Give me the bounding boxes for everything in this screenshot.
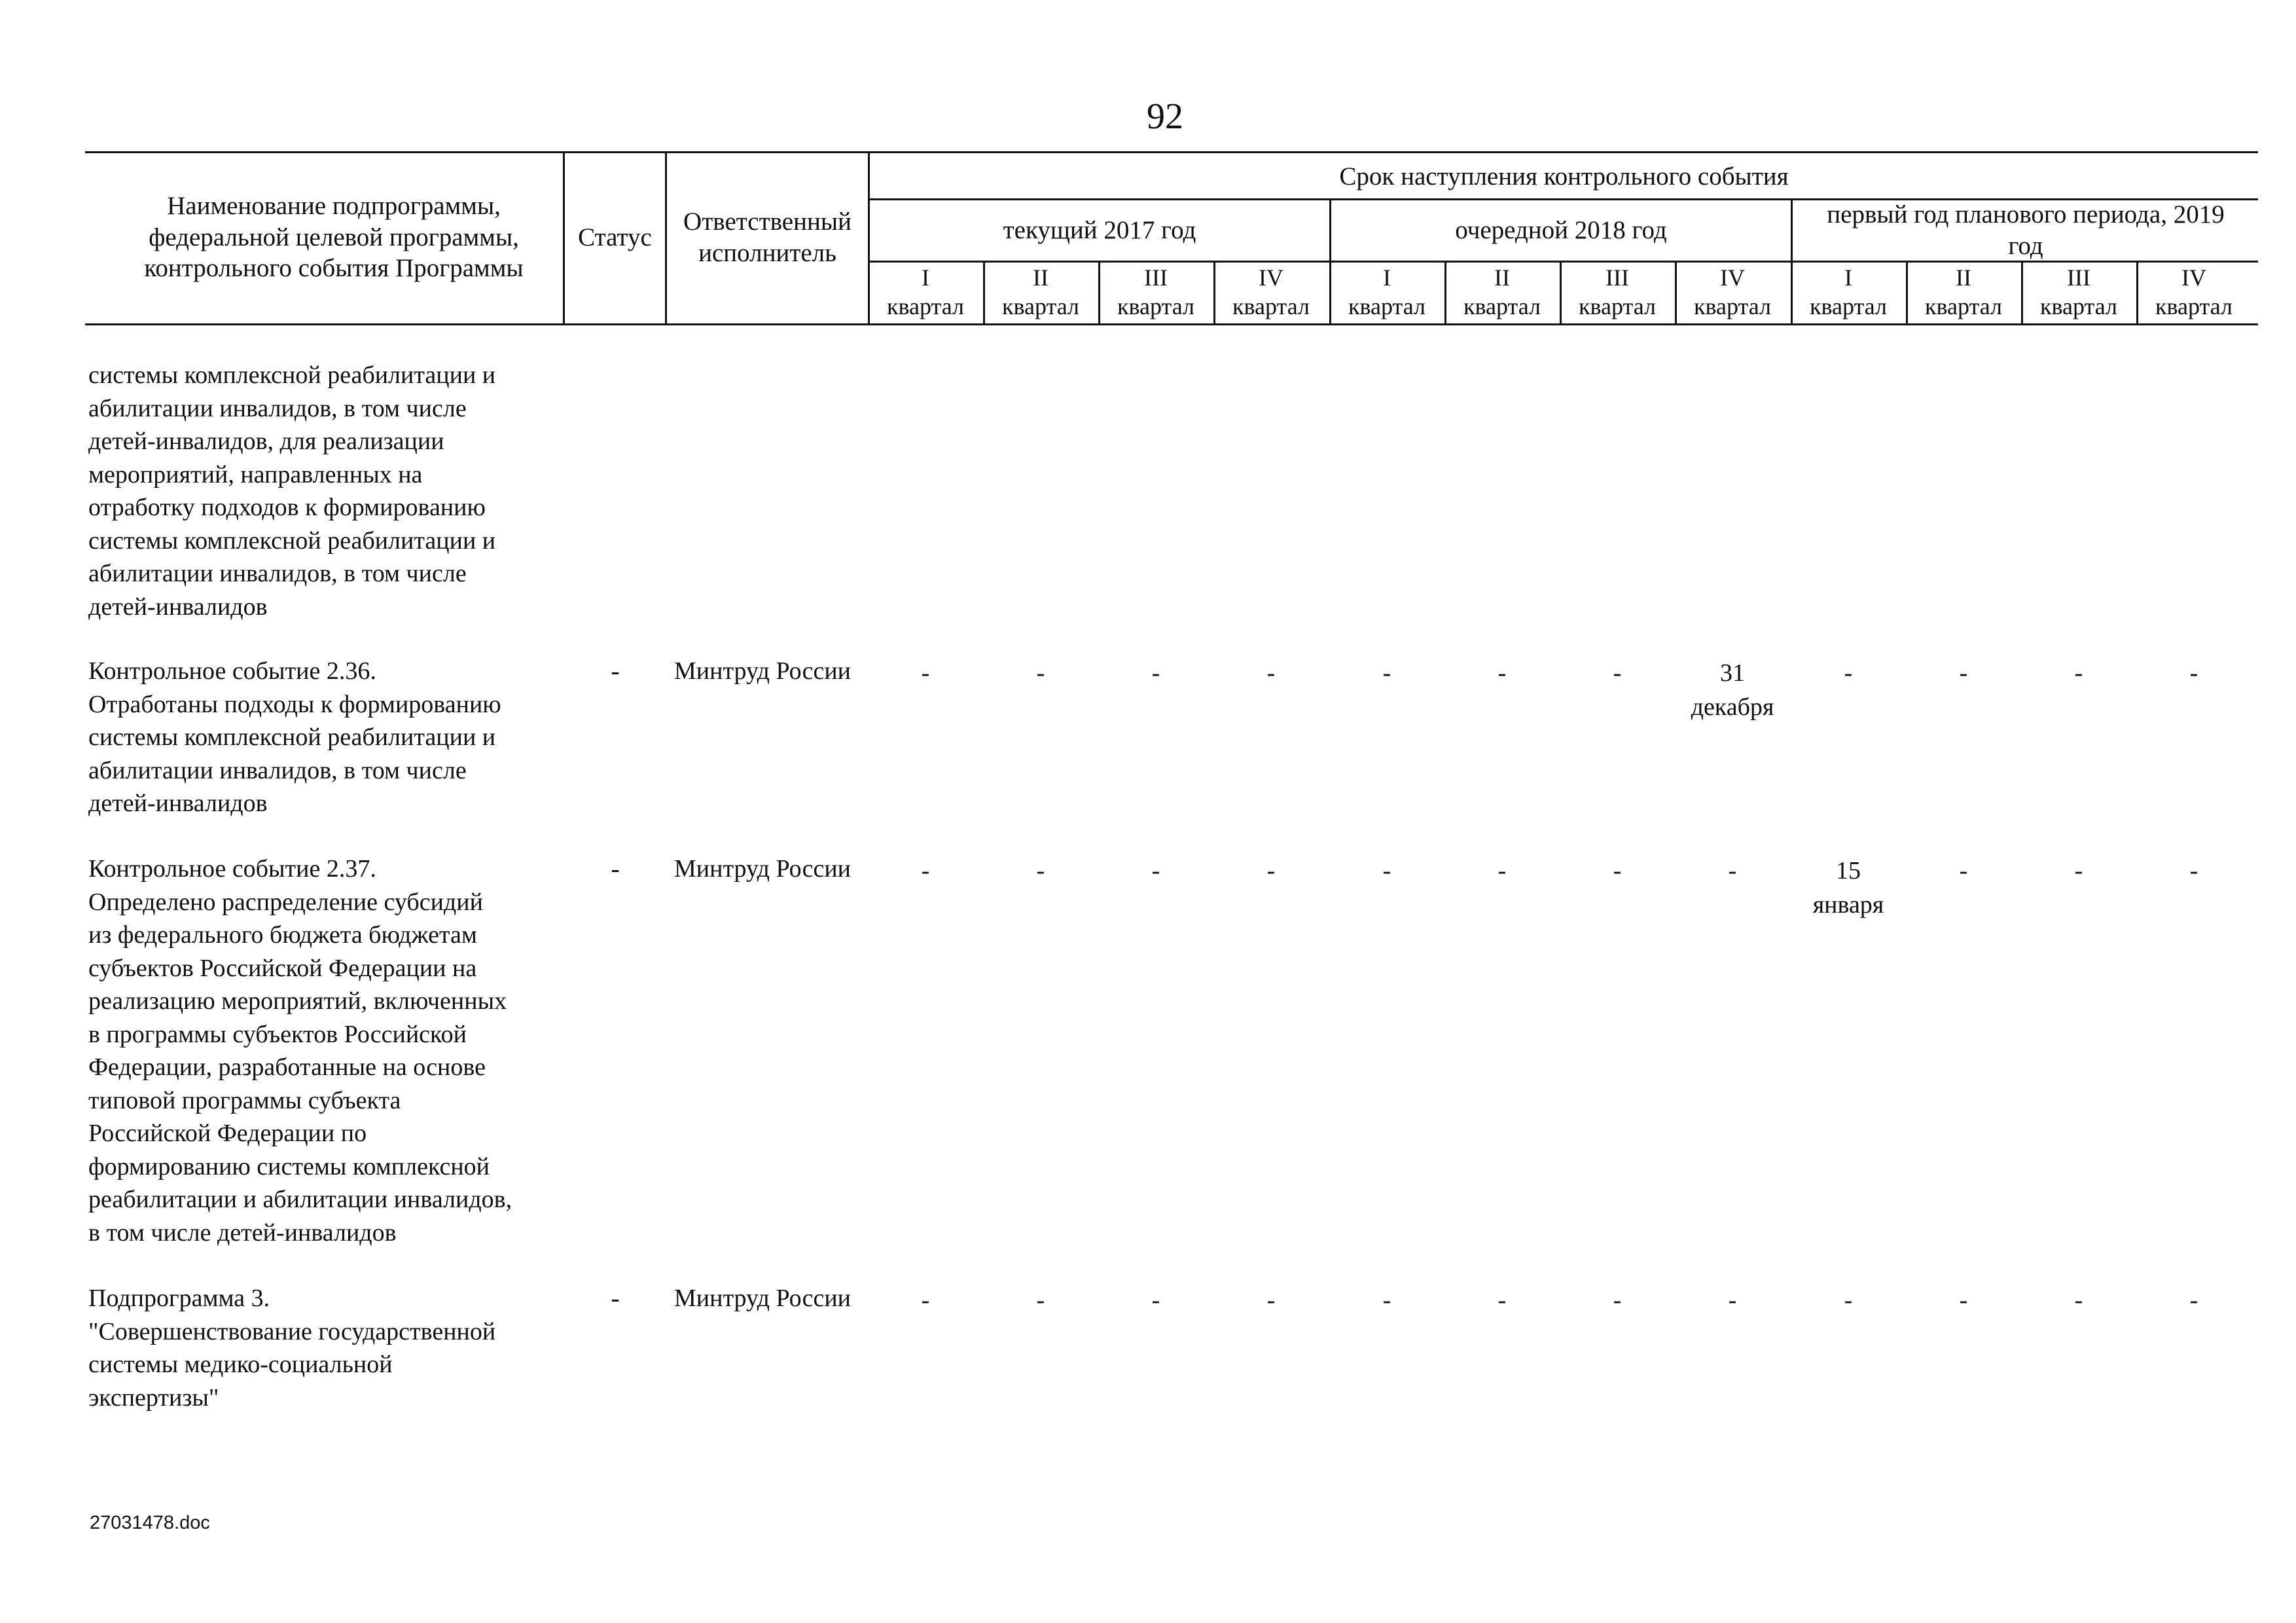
quarter-header xyxy=(2136,263,2251,321)
quarter-value: - xyxy=(1728,857,1737,884)
quarter-value: - xyxy=(1151,1286,1160,1314)
quarter-word: квартал xyxy=(1925,293,2002,319)
quarter-numeral: III xyxy=(2067,264,2090,291)
row-executor: Минтруд России xyxy=(673,855,851,883)
quarter-numeral: I xyxy=(1844,264,1852,291)
quarter-value: - xyxy=(1382,659,1391,687)
quarter-header xyxy=(1444,263,1560,321)
header-top-rule xyxy=(85,151,2258,153)
quarter-value: - xyxy=(2074,1286,2083,1314)
quarter-value: - xyxy=(1382,1286,1391,1314)
quarter-header xyxy=(1906,263,2021,321)
header-bottom-rule xyxy=(85,323,2258,325)
page-number: 92 xyxy=(1147,96,1183,137)
quarter-word: квартал xyxy=(1348,293,1426,319)
quarter-value: - xyxy=(2074,659,2083,687)
quarter-value: - xyxy=(1844,1286,1853,1314)
quarter-numeral: IV xyxy=(1259,264,1283,291)
row-name: Контрольное событие 2.37. Определено распределение субсидий из федерального бюджета бюджетам субъектов Российской Федерации на реализацию мероприятий, включенных в программы субъектов Российской Федерации, разработанные на основе типовой программы субъекта Российской Федерации по формированию системы комплексной реабилитации и абилитации инвалидов, в том числе детей-инвалидов xyxy=(88,855,512,1247)
quarter-numeral: I xyxy=(1383,264,1391,291)
quarter-word: квартал xyxy=(2040,293,2117,319)
quarter-header xyxy=(1560,263,1675,321)
quarter-value: - xyxy=(921,857,930,884)
quarter-header xyxy=(1675,263,1790,321)
quarter-value: - xyxy=(1844,659,1853,687)
quarter-value: - xyxy=(1728,1286,1737,1314)
row-executor: Минтруд России xyxy=(673,657,851,685)
quarter-header xyxy=(1791,263,1906,321)
quarter-value: - xyxy=(1036,659,1045,687)
document-footer-filename: 27031478.doc xyxy=(90,1512,210,1533)
quarter-value: - xyxy=(1613,857,1622,884)
quarter-value: - xyxy=(1266,1286,1276,1314)
row-executor: Минтруд России xyxy=(673,1285,851,1312)
quarter-word: квартал xyxy=(1463,293,1541,319)
quarter-numeral: II xyxy=(1494,264,1510,291)
quarter-numeral: III xyxy=(1144,264,1168,291)
quarter-word: квартал xyxy=(887,293,964,319)
quarter-value: - xyxy=(1151,857,1160,884)
row-name: Контрольное событие 2.36. Отработаны подходы к формированию системы комплексной реабилитации и абилитации инвалидов, в том числе детей-инвалидов xyxy=(88,657,501,817)
header-deadline-group: Срок наступления контрольного события xyxy=(1339,162,1789,191)
quarter-value: - xyxy=(1498,1286,1507,1314)
quarter-value: - xyxy=(1959,857,1968,884)
quarter-value: - xyxy=(1036,857,1045,884)
quarter-header xyxy=(983,263,1098,321)
quarter-value: - xyxy=(1498,857,1507,884)
quarter-value: - xyxy=(1382,857,1391,884)
header-executor-column: Ответственный исполнитель xyxy=(683,207,852,267)
quarter-value: - xyxy=(1959,1286,1968,1314)
quarter-value: - xyxy=(2074,857,2083,884)
quarter-value: 15 января xyxy=(1812,857,1884,919)
quarter-word: квартал xyxy=(2155,293,2233,319)
quarter-numeral: IV xyxy=(1720,264,1745,291)
quarter-value: - xyxy=(1613,659,1622,687)
row-name: Подпрограмма 3. "Совершенствование государственной системы медико-социальной экспертизы" xyxy=(88,1285,496,1412)
quarter-word: квартал xyxy=(1810,293,1887,319)
quarter-value: - xyxy=(921,1286,930,1314)
header-year-2017: текущий 2017 год xyxy=(1003,216,1196,245)
quarter-value: - xyxy=(2189,1286,2198,1314)
row-status: - xyxy=(611,1283,620,1313)
header-year-2018: очередной 2018 год xyxy=(1455,216,1667,245)
header-name-column: Наименование подпрограммы, федеральной целевой программы, контрольного события Программы xyxy=(144,192,524,283)
quarter-word: квартал xyxy=(1117,293,1194,319)
quarter-numeral: II xyxy=(1956,264,1971,291)
quarter-value: - xyxy=(1151,659,1160,687)
quarter-numeral: IV xyxy=(2181,264,2206,291)
quarter-header xyxy=(868,263,983,321)
quarter-value: - xyxy=(1959,659,1968,687)
quarter-value: - xyxy=(1498,659,1507,687)
quarter-value: 31 декабря xyxy=(1691,659,1774,721)
quarter-value: - xyxy=(921,659,930,687)
quarter-word: квартал xyxy=(1232,293,1310,319)
quarter-header xyxy=(1329,263,1444,321)
quarter-word: квартал xyxy=(1694,293,1771,319)
quarter-header xyxy=(2021,263,2136,321)
quarter-numeral: III xyxy=(1605,264,1629,291)
quarter-word: квартал xyxy=(1579,293,1656,319)
quarter-value: - xyxy=(2189,857,2198,884)
row-status: - xyxy=(611,854,620,883)
quarter-word: квартал xyxy=(1002,293,1079,319)
quarter-value: - xyxy=(1266,659,1276,687)
quarter-value: - xyxy=(1266,857,1276,884)
quarter-numeral: I xyxy=(922,264,929,291)
row-name: системы комплексной реабилитации и абилитации инвалидов, в том числе детей-инвалидов, для реализации мероприятий, направленных на отработку подходов к формированию системы комплексной реабилитации и абилитации инвалидов, в том числе детей-инвалидов xyxy=(88,361,496,621)
header-year-2019: первый год планового периода, 2019 год xyxy=(1827,200,2225,260)
quarter-header xyxy=(1213,263,1329,321)
quarter-value: - xyxy=(1613,1286,1622,1314)
quarter-value: - xyxy=(2189,659,2198,687)
quarter-value: - xyxy=(1036,1286,1045,1314)
row-status: - xyxy=(611,656,620,685)
quarter-numeral: II xyxy=(1033,264,1049,291)
quarter-header xyxy=(1098,263,1213,321)
header-status-column: Статус xyxy=(578,223,652,251)
